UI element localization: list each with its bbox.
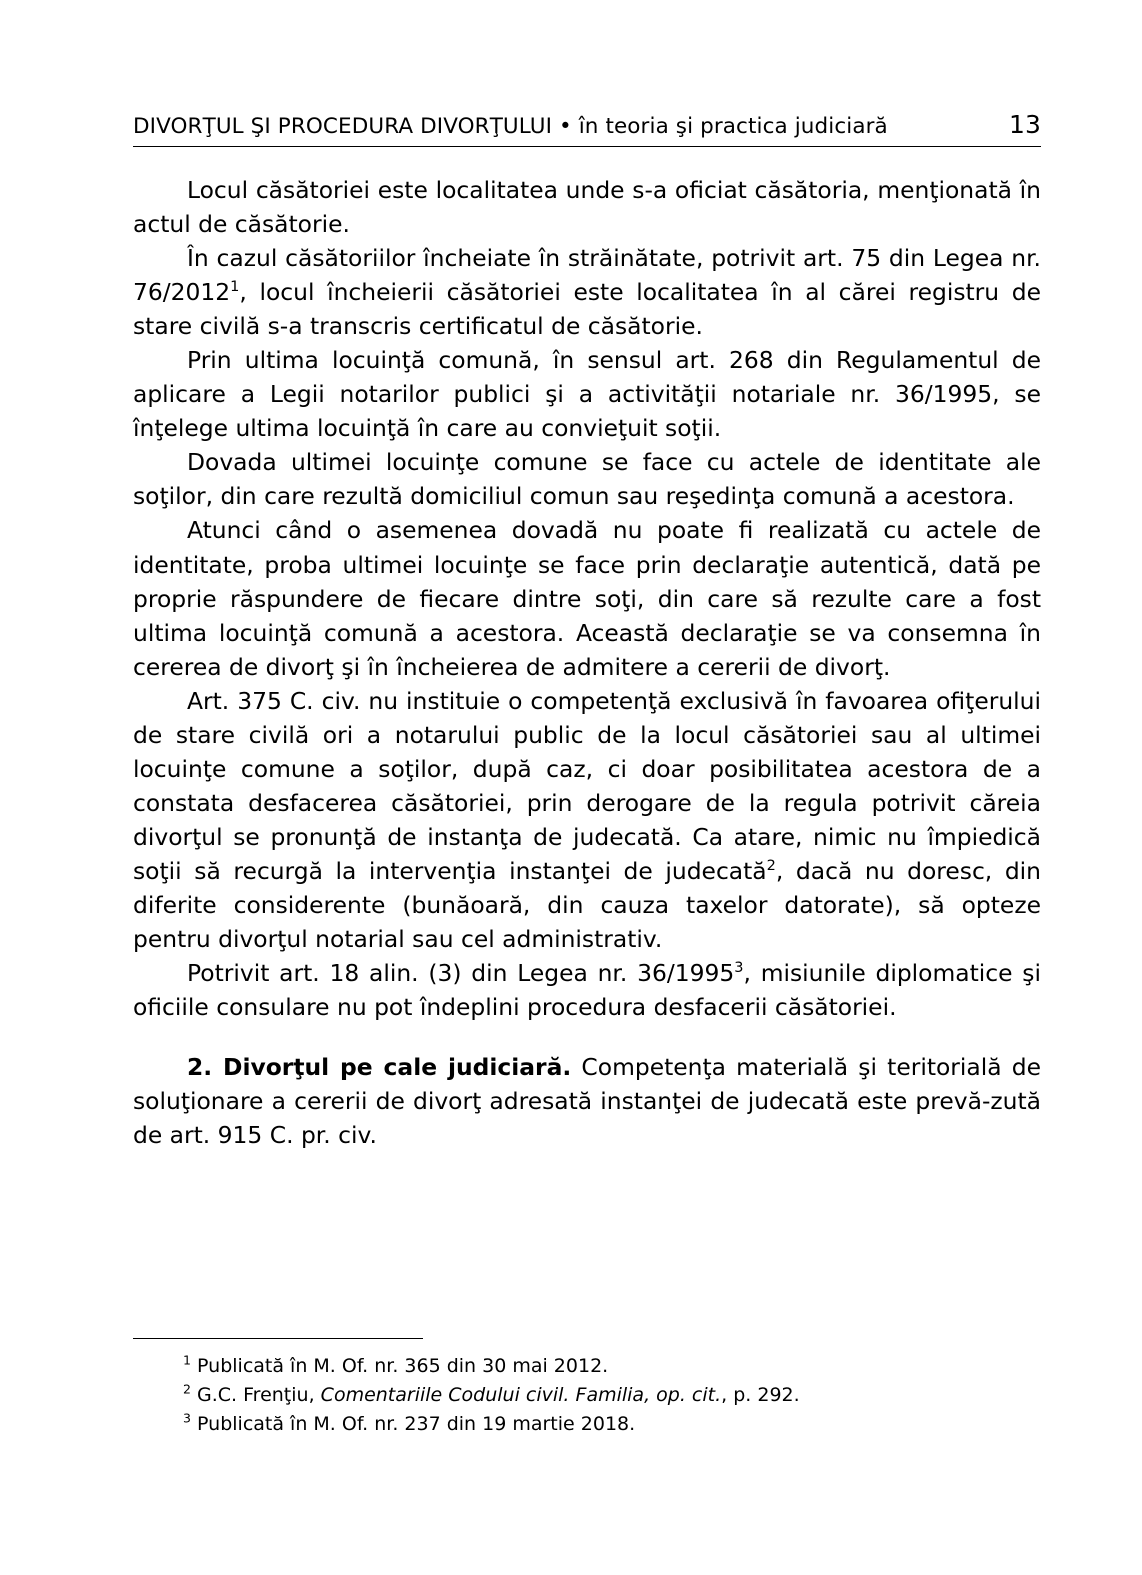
- footnote-ref-2: 2: [766, 858, 776, 875]
- footnote-item: [133, 1381, 1041, 1410]
- paragraph-2-text-b: , locul încheierii căsătoriei este localitatea în al cărei registru de stare civilă s-a transcris certificatul de căsătorie.: [133, 278, 1041, 341]
- paragraph-6-text-b: , dacă nu doresc, din diferite considerente (bunăoară, din cauza taxelor datorate), să opteze pentru divorţul notarial sau cel administrativ.: [133, 856, 1041, 954]
- paragraph-6-text-a: Art. 375 C. civ. nu instituie o competenţă exclusivă în favoarea ofiţerului de stare civilă ori a notarului public de la locul căsătoriei sau al ultimei locuinţe comune a soţilor, după caz, ci doar posibilitatea acestora de a constata desfacerea căsătoriei, prin derogare de la regula potrivit căreia divorţul se pronunţă de instanţa de judecată. Ca atare, nimic nu împiedică soţii să recurgă la intervenţia instanţei de judecată: [133, 686, 1041, 885]
- paragraph-7: [133, 956, 1041, 1024]
- page-content: [133, 110, 1041, 1152]
- paragraph-3: [133, 343, 1041, 445]
- footnote-text: Publicată în M. Of. nr. 365 din 30 mai 2012.: [197, 1355, 609, 1377]
- footnote-italic: Comentariile Codului civil. Familia, op. cit.: [320, 1383, 722, 1406]
- paragraph-4: [133, 445, 1041, 513]
- page-number: 13: [1008, 110, 1041, 139]
- paragraph-8: [133, 1050, 1041, 1152]
- footnote-text: Publicată în M. Of. nr. 237 din 19 martie 2018.: [197, 1412, 636, 1435]
- paragraph-7-text-b: , misiunile diplomatice şi oficiile consulare nu pot îndeplini procedura desfacerii căsătoriei.: [133, 959, 1041, 1022]
- paragraph-2-text-a: În cazul căsătoriilor încheiate în străinătate, potrivit art. 75 din Legea nr. 76/2012: [133, 244, 1041, 307]
- footnote-marker: 1: [183, 1352, 191, 1368]
- header-title: DIVORŢUL ŞI PROCEDURA DIVORŢULUI • în teoria şi practica judiciară: [133, 114, 888, 139]
- footnote-ref-1: 1: [230, 279, 240, 296]
- paragraph-2: [133, 241, 1041, 343]
- paragraph-3-text: Prin ultima locuinţă comună, în sensul art. 268 din Regulamentul de aplicare a Legii notarilor publici şi a activităţii notariale nr. 36/1995, se înţelege ultima locuinţă în care au convieţuit soţii.: [133, 346, 1041, 443]
- paragraph-1: [133, 173, 1041, 241]
- section-heading: 2. Divorţul pe cale judiciară.: [187, 1053, 572, 1082]
- running-header: [133, 110, 1041, 147]
- footnote-item: [133, 1410, 1041, 1439]
- footnote-ref-3: 3: [734, 960, 744, 977]
- paragraph-7-text-a: Potrivit art. 18 alin. (3) din Legea nr. 36/1995: [187, 959, 735, 988]
- footnote-separator-rule: [133, 1338, 423, 1339]
- paragraph-5: [133, 513, 1041, 683]
- footnote-tail: , p. 292.: [721, 1383, 800, 1406]
- paragraph-5-text: Atunci când o asemenea dovadă nu poate fi realizată cu actele de identitate, proba ultimei locuinţe se face prin declaraţie autentică, dată pe proprie răspundere de fiecare dintre soţi, din care să rezulte care a fost ultima locuinţă comună a acestora. Această declaraţie se va consemna în cererea de divorţ şi în încheierea de admitere a cererii de divorţ.: [133, 516, 1041, 681]
- footnote-text: G.C. Frenţiu,: [197, 1383, 321, 1406]
- paragraph-6: [133, 684, 1041, 956]
- paragraph-1-text: Locul căsătoriei este localitatea unde s-a oficiat căsătoria, menţionată în actul de căsătorie.: [133, 176, 1041, 239]
- paragraph-8-text: Competenţa materială şi teritorială de soluţionare a cererii de divorţ adresată instanţei de judecată este prevă-zută de art. 915 C. pr. civ.: [133, 1053, 1041, 1150]
- footnote-marker: 2: [183, 1381, 191, 1397]
- footnotes-block: [133, 1338, 1041, 1439]
- body-text: [133, 173, 1041, 1152]
- footnote-item: [133, 1352, 1041, 1381]
- footnote-marker: 3: [183, 1410, 191, 1426]
- paragraph-4-text: Dovada ultimei locuinţe comune se face cu actele de identitate ale soţilor, din care rezultă domiciliul comun sau reşedinţa comună a acestora.: [133, 448, 1041, 511]
